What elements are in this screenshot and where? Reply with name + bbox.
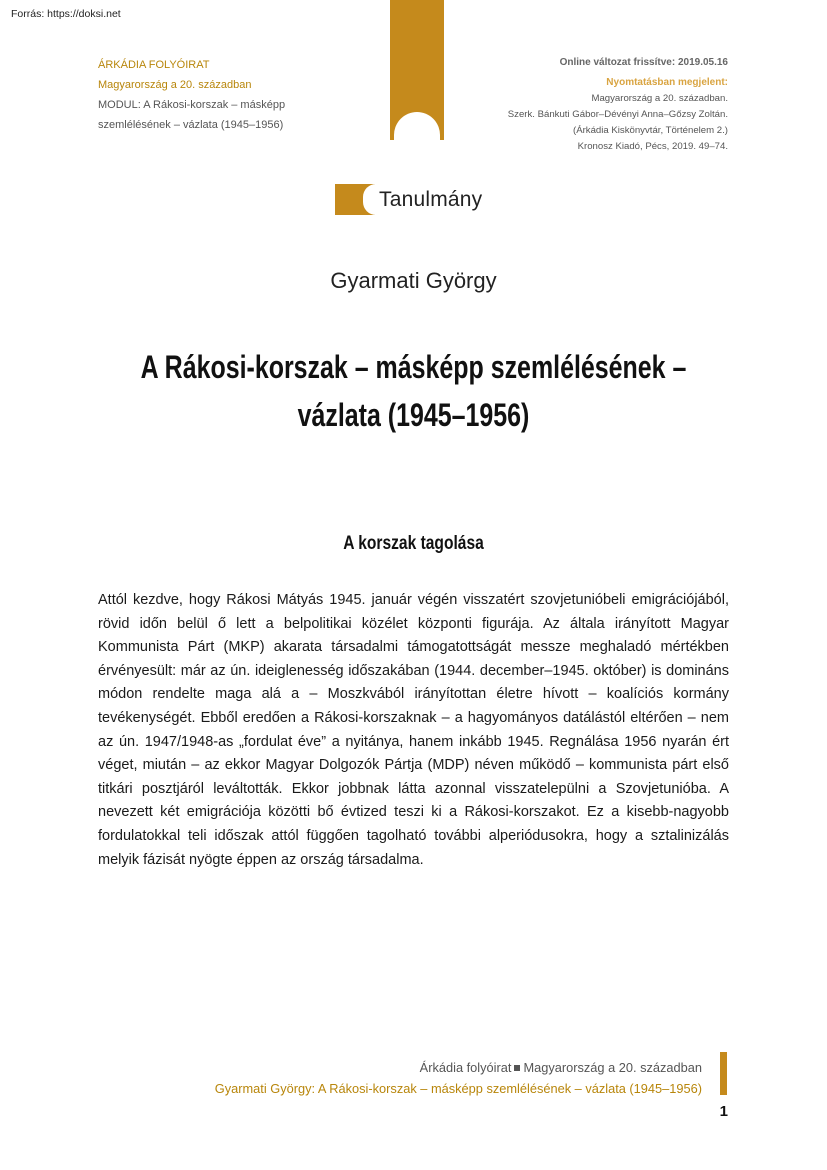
footer-series: Magyarország a 20. században xyxy=(523,1060,702,1075)
footer-citation: Gyarmati György: A Rákosi-korszak – másképp szemlélésének – vázlata (1945–1956) xyxy=(214,1081,702,1096)
footer-accent-bar xyxy=(720,1052,727,1095)
online-version-date: Online változat frissítve: 2019.05.16 xyxy=(559,57,728,68)
section-heading: A korszak tagolása xyxy=(343,533,484,554)
series-name: Magyarország a 20. században xyxy=(98,79,252,91)
category-badge xyxy=(335,184,482,215)
author-name: Gyarmati György xyxy=(330,268,497,293)
page-number: 1 xyxy=(719,1103,728,1120)
body-paragraph: Attól kezdve, hogy Rákosi Mátyás 1945. január végén visszatért szovjetunióbeli emigrációjából, rövid időn belül ő lett a belpolitikai közélet központi figurája. Az általa irányított Magyar Kommunista Párt (MKP) akarata társadalmi támogatottságát messze meghaladó mértékben érvényesült: már az ún. ideiglenesség időszakában (1944. december–1945. október) is domináns módon rendelte maga alá a – Moszkvából irányítottan életre hívott – koalíciós kormány tevékenységét. Ebből eredően a Rákosi-korszaknak – a hagyományos datálástól eltérően – nem az ún. 1947/1948-as „fordulat éve” a nyitánya, hanem inkább 1945. Regnálása 1956 nyarán ért véget, miután – az ekkor Magyar Dolgozók Pártja (MDP) néven működő – kommunista párt első titkári posztjáról leváltották. Ekkor jobbnak látta azonnal visszatelepülni a Szovjetunióba. A nevezett két emigrációja közötti bő évtized teszi ki a Rákosi-korszakot. Ez a kisebb-nagyobb fordulatokkal teli időszak attól függően tagolható további alperiódusokra, hogy a sztalinizálás melyik fázisát nyögte éppen az ország társadalma. xyxy=(98,592,729,868)
header-left xyxy=(98,55,285,135)
printed-label: Nyomtatásban megjelent: xyxy=(606,77,728,88)
square-bullet-icon xyxy=(514,1065,520,1071)
module-line-2: szemlélésének – vázlata (1945–1956) xyxy=(98,119,284,131)
journal-name: ÁRKÁDIA FOLYÓIRAT xyxy=(98,59,210,71)
header-right xyxy=(508,55,728,155)
article-title xyxy=(138,343,689,439)
category-label: Tanulmány xyxy=(379,187,483,211)
module-line-1: MODUL: A Rákosi-korszak – másképp xyxy=(98,99,286,111)
footer-journal: Árkádia folyóirat xyxy=(419,1060,512,1075)
footer-journal-line xyxy=(215,1057,702,1078)
source-label: Forrás: https://doksi.net xyxy=(11,8,121,20)
printed-line: Magyarország a 20. században. xyxy=(591,93,728,104)
printed-line: (Árkádia Kiskönyvtár, Történelem 2.) xyxy=(573,125,728,136)
top-bookmark-tab xyxy=(390,0,444,140)
title-line-2: vázlata (1945–1956) xyxy=(297,397,530,433)
footer xyxy=(215,1057,702,1099)
printed-line: Szerk. Bánkuti Gábor–Dévényi Anna–Gőzsy Zoltán. xyxy=(507,109,728,120)
category-icon xyxy=(335,184,375,215)
title-line-1: A Rákosi-korszak – másképp szemlélésének – xyxy=(140,349,687,385)
printed-line: Kronosz Kiadó, Pécs, 2019. 49–74. xyxy=(577,141,728,152)
